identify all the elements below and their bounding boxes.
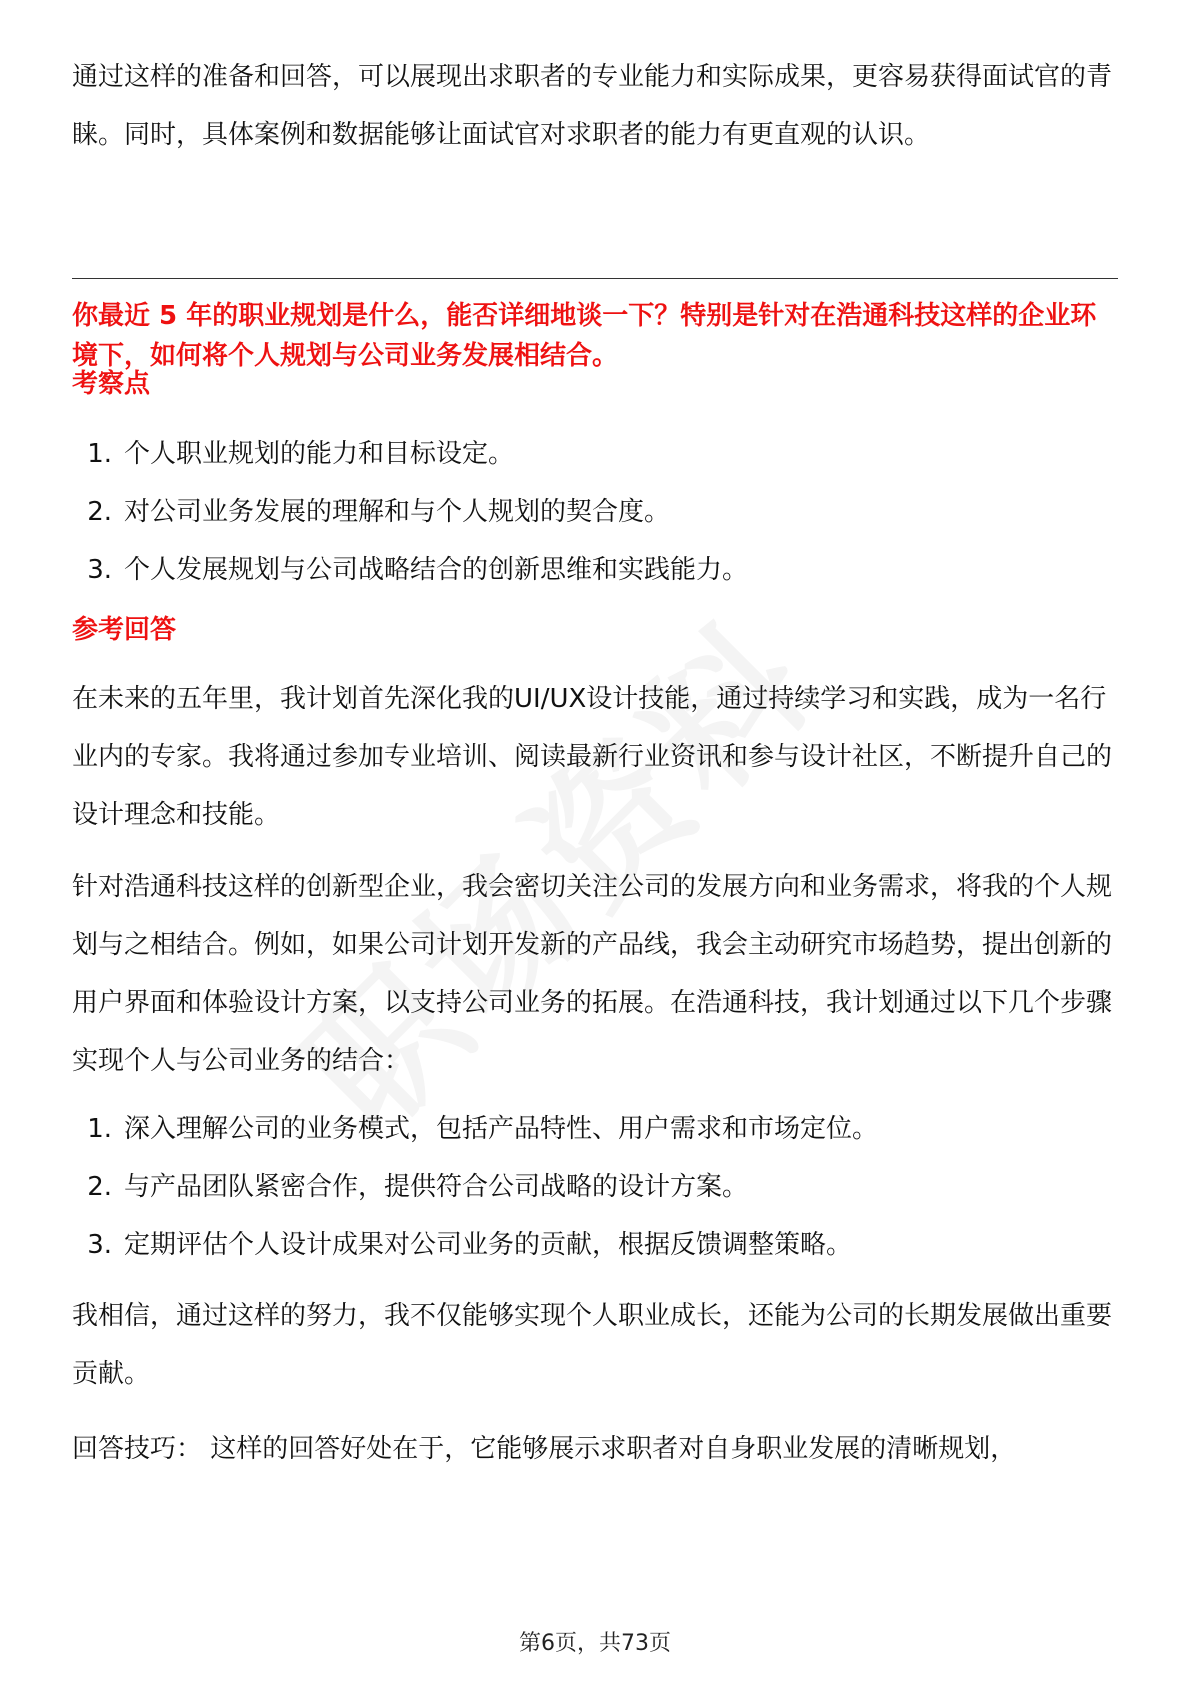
answer-paragraph-2: 针对浩通科技这样的创新型企业，我会密切关注公司的发展方向和业务需求，将我的个人规划与之相结合。例如，如果公司计划开发新的产品线，我会主动研究市场趋势，提出创新的用户界面和体验设计方案，以支持公司业务的拓展。在浩通科技，我计划通过以下几个步骤实现个人与公司业务的结合： (72, 872, 1113, 1076)
list-number: 2. (87, 497, 112, 527)
list-item (72, 1216, 1118, 1274)
list-text: 个人职业规划的能力和目标设定。 (124, 439, 515, 469)
list-text: 对公司业务发展的理解和与个人规划的契合度。 (124, 497, 671, 527)
assessment-list (72, 425, 1118, 599)
section-divider (72, 278, 1118, 279)
list-number: 3. (87, 555, 112, 585)
assessment-heading: 考察点 (72, 369, 151, 399)
list-number: 2. (87, 1172, 112, 1202)
list-number: 1. (87, 1114, 112, 1144)
list-item (72, 1158, 1118, 1216)
tips-paragraph: 回答技巧： 这样的回答好处在于，它能够展示求职者对自身职业发展的清晰规划， (72, 1434, 1017, 1464)
intro-paragraph: 通过这样的准备和回答，可以展现出求职者的专业能力和实际成果，更容易获得面试官的青睐。同时，具体案例和数据能够让面试官对求职者的能力有更直观的认识。 (72, 62, 1113, 150)
list-number: 1. (87, 439, 112, 469)
list-text: 个人发展规划与公司战略结合的创新思维和实践能力。 (124, 555, 749, 585)
list-item (72, 425, 1118, 483)
list-item (72, 541, 1118, 599)
answer-paragraph-1: 在未来的五年里，我计划首先深化我的UI/UX设计技能，通过持续学习和实践，成为一名行业内的专家。我将通过参加专业培训、阅读最新行业资讯和参与设计社区，不断提升自己的设计理念和技能。 (72, 684, 1113, 830)
list-item (72, 483, 1118, 541)
list-item (72, 1100, 1118, 1158)
list-text: 与产品团队紧密合作，提供符合公司战略的设计方案。 (124, 1172, 749, 1202)
question-title: 你最近 5 年的职业规划是什么，能否详细地谈一下？特别是针对在浩通科技这样的企业环境下，如何将个人规划与公司业务发展相结合。 (72, 301, 1097, 371)
list-number: 3. (87, 1230, 112, 1260)
list-text: 定期评估个人设计成果对公司业务的贡献，根据反馈调整策略。 (124, 1230, 853, 1260)
answer-paragraph-3: 我相信，通过这样的努力，我不仅能够实现个人职业成长，还能为公司的长期发展做出重要贡献。 (72, 1301, 1113, 1389)
steps-list (72, 1100, 1118, 1274)
answer-heading: 参考回答 (72, 615, 177, 645)
list-text: 深入理解公司的业务模式，包括产品特性、用户需求和市场定位。 (124, 1114, 879, 1144)
page-number: 第6页，共73页 (519, 1631, 671, 1656)
